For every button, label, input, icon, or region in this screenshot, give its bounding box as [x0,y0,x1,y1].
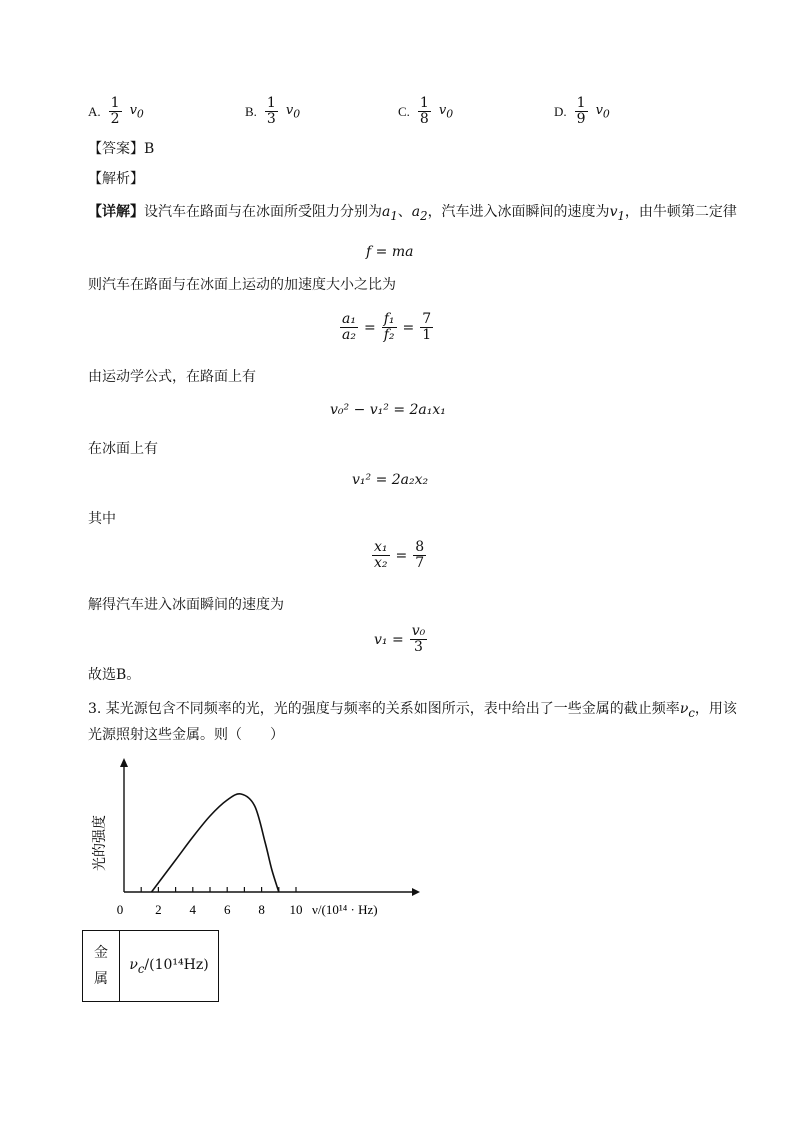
x-axis-label: ν/(10¹⁴ · Hz) [312,902,378,917]
option-a-sub: 0 [136,107,144,121]
x-tick-label: 8 [258,902,265,917]
kinematics-line: 由运动学公式，在路面上有 [88,369,256,385]
equation-newton: f = ma [366,244,414,260]
x-tick-label: 6 [223,902,231,917]
x-axis-ticks [141,887,296,892]
eq6-lhs: v₁ = [374,631,404,648]
option-b-label: B. [245,103,257,119]
detail-v1-sub: 1 [617,208,625,223]
option-b-den: 3 [266,111,276,127]
eq2-mid-frac [382,312,397,343]
x-axis-tick-labels [117,902,303,917]
eq5-left-den: x₂ [374,555,388,571]
option-d-num: 1 [576,95,586,111]
detail-line [88,203,737,225]
ice-line: 在冰面上有 [88,441,158,457]
eq2-mid-den: f₂ [383,327,395,343]
eq2-left-den: a₂ [342,327,356,343]
eq2-equals-2: = [402,319,415,336]
option-c [398,96,453,127]
detail-a1 [382,204,398,223]
option-c-var [439,103,453,121]
option-c-fraction [418,96,431,127]
option-c-label: C. [398,103,410,119]
ratio-line: 则汽车在路面与在冰面上运动的加速度大小之比为 [88,277,396,293]
option-d-fraction [575,96,588,127]
option-b-sub: 0 [293,107,301,121]
equation-road: v₀² − v₁² = 2a₁x₁ [330,402,446,418]
detail-text-2: ，汽车进入冰面瞬间的速度为 [427,204,610,220]
eq5-left-frac [372,540,390,571]
y-axis-arrow [120,758,128,767]
eq6-den: 3 [414,639,423,655]
y-axis-label: 光的强度 [93,815,108,871]
solve-line: 解得汽车进入冰面瞬间的速度为 [88,597,284,613]
option-c-sub: 0 [446,107,454,121]
option-b-fraction [265,96,278,127]
x-axis-arrow [412,888,420,896]
metal-table [82,930,219,1002]
eq5-right-den: 7 [415,555,425,571]
eq5-left-num: x₁ [374,539,388,555]
option-a-fraction [109,96,122,127]
eq2-left-frac [340,312,358,343]
eq2-mid-num: f₁ [383,311,395,327]
analysis-heading: 【解析】 [88,171,144,187]
metal-header-char-1: 金 [94,945,108,961]
question-3-line-1 [88,700,737,722]
x-tick-label: 0 [116,902,124,917]
detail-a1-sub: 1 [390,208,398,223]
eq2-left-num: a₁ [342,311,356,327]
eq5-equals: = [395,547,408,564]
option-d [554,96,610,127]
x-tick-label: 4 [189,902,197,917]
option-c-den: 8 [419,111,429,127]
question-3-line-2: 光源照射这些金属。则（ ） [88,727,284,743]
option-a-label: A. [88,103,101,119]
equation-distance-ratio [372,540,426,571]
q3-nu [679,701,695,720]
option-d-den: 9 [576,111,586,127]
cutoff-sub: c [137,961,145,976]
intensity-curve [152,794,279,892]
cutoff-unit: /(10¹⁴Hz) [144,956,209,973]
option-b-v: v [285,102,294,118]
detail-text-1: 设汽车在路面与在冰面所受阻力分别为 [144,204,382,220]
detail-a2 [411,204,428,223]
detail-sep: 、 [397,204,412,220]
option-d-label: D. [554,103,567,119]
option-a-var [130,103,144,121]
answer-line: 【答案】B [88,141,155,157]
option-d-sub: 0 [602,107,610,121]
option-b-num: 1 [266,95,276,111]
detail-text-3: ，由牛顿第二定律 [624,204,737,220]
equation-ice: v₁² = 2a₂x₂ [352,472,429,488]
metal-header-char-2: 属 [94,971,108,987]
eq2-right-frac [420,312,433,343]
detail-a2-sub: 2 [420,208,428,223]
option-d-var [596,103,610,121]
detail-tag: 【详解】 [88,204,144,220]
detail-v1 [609,204,625,223]
detail-a2-var: a [411,204,421,220]
cutoff-frequency-header-cell [120,931,219,1002]
eq6-num: v₀ [411,623,426,639]
eq2-equals-1: = [363,319,376,336]
x-tick-label: 2 [155,902,162,917]
option-a [88,96,144,127]
q3-nu-sub: c [688,705,695,720]
equation-result [374,624,427,655]
x-tick-label: 10 [289,902,303,917]
option-a-num: 1 [110,95,120,111]
eq5-right-num: 8 [415,539,425,555]
equation-ratio [340,312,433,343]
detail-v1-var: v [609,204,618,220]
conclusion-line: 故选B。 [88,667,141,683]
option-b-var [286,103,300,121]
q3-nu-var: ν [679,701,689,717]
option-c-v: v [438,102,447,118]
option-a-den: 2 [110,111,120,127]
option-a-v: v [129,102,137,118]
cutoff-var: ν [129,956,138,973]
where-line: 其中 [88,511,116,527]
option-c-num: 1 [419,95,429,111]
option-b [245,96,300,127]
eq2-right-num: 7 [422,311,432,327]
q3-text-end: ，用该 [694,701,737,717]
metal-header-cell [83,931,120,1002]
intensity-frequency-chart [80,755,420,925]
eq6-frac [410,624,428,655]
eq2-right-den: 1 [422,327,432,343]
table-row [83,931,219,1002]
option-d-v: v [595,102,603,118]
eq5-right-frac [413,540,426,571]
q3-text-1: 3. 某光源包含不同频率的光，光的强度与频率的关系如图所示，表中给出了一些金属的截止频率 [88,701,680,717]
detail-a1-var: a [382,204,391,220]
